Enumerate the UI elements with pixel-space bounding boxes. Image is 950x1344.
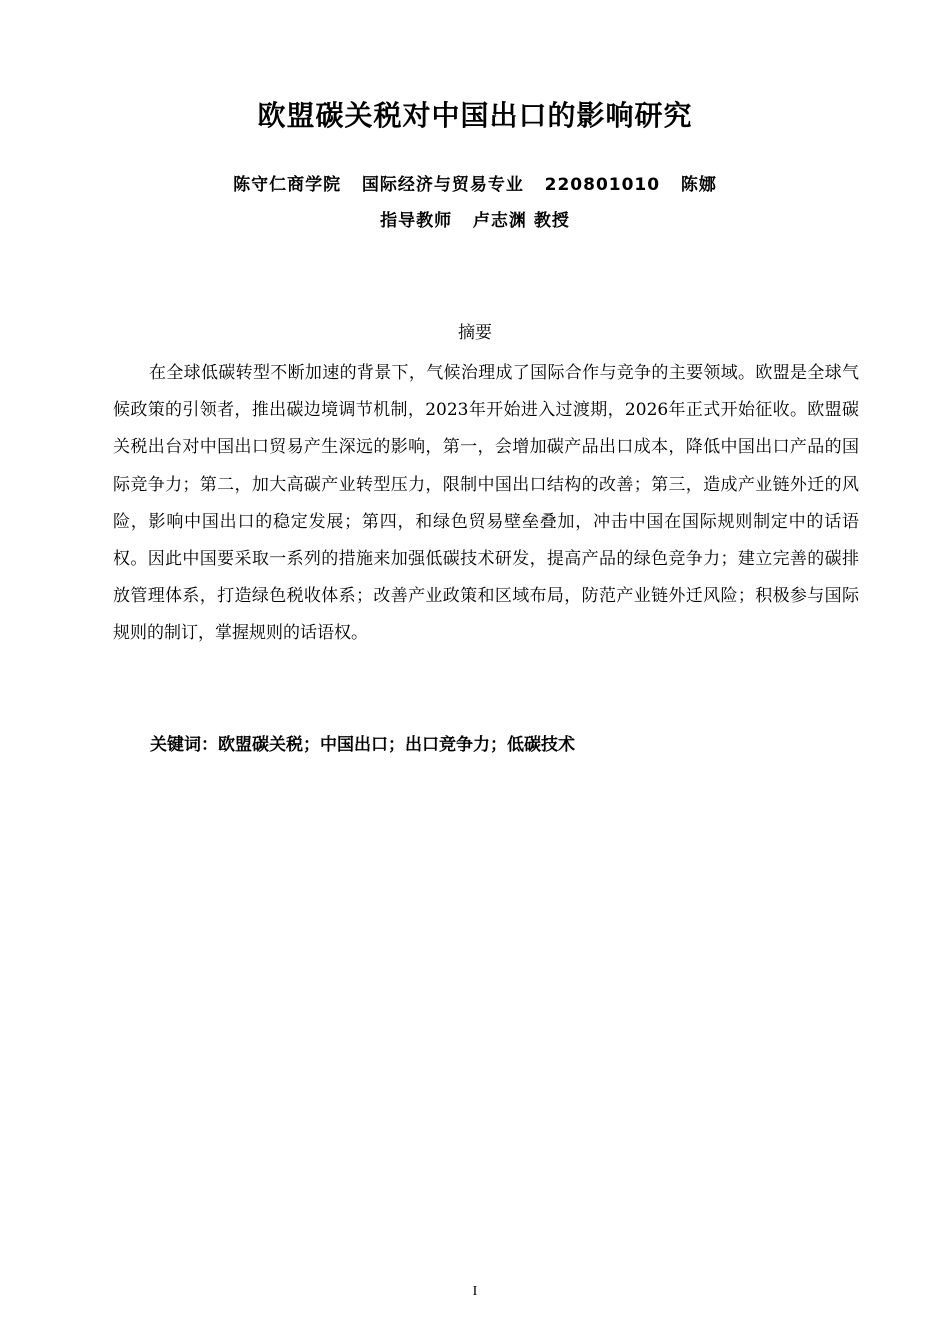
advisor-info: 指导教师 卢志渊 教授 [380,211,570,231]
author-info: 陈守仁商学院 国际经济与贸易专业 220801010 陈娜 [233,175,717,195]
keywords: 关键词：欧盟碳关税；中国出口；出口竞争力；低碳技术 [150,735,575,755]
abstract-heading: 摘要 [458,323,492,343]
paper-title: 欧盟碳关税对中国出口的影响研究 [257,99,693,132]
abstract-body: 在全球低碳转型不断加速的背景下，气候治理成了国际合作与竞争的主要领域。欧盟是全球气候政策的引领者，推出碳边境调节机制，2023年开始进入过渡期，2026年正式开始征收。欧盟碳关税出台对中国出口贸易产生深远的影响，第一，会增加碳产品出口成本，降低中国出口产品的国际竞争力；第二，加大高碳产业转型压力，限制中国出口结构的改善；第三，造成产业链外迁的风险，影响中国出口的稳定发展；第四，和绿色贸易壁垒叠加，冲击中国在国际规则制定中的话语权。因此中国要采取一系列的措施来加强低碳技术研发，提高产品的绿色竞争力；建立完善的碳排放管理体系，打造绿色税收体系；改善产业政策和区域布局，防范产业链外迁风险；积极参与国际规则的制订，掌握规则的话语权。 [113,363,859,644]
page-number: I [472,1284,478,1299]
